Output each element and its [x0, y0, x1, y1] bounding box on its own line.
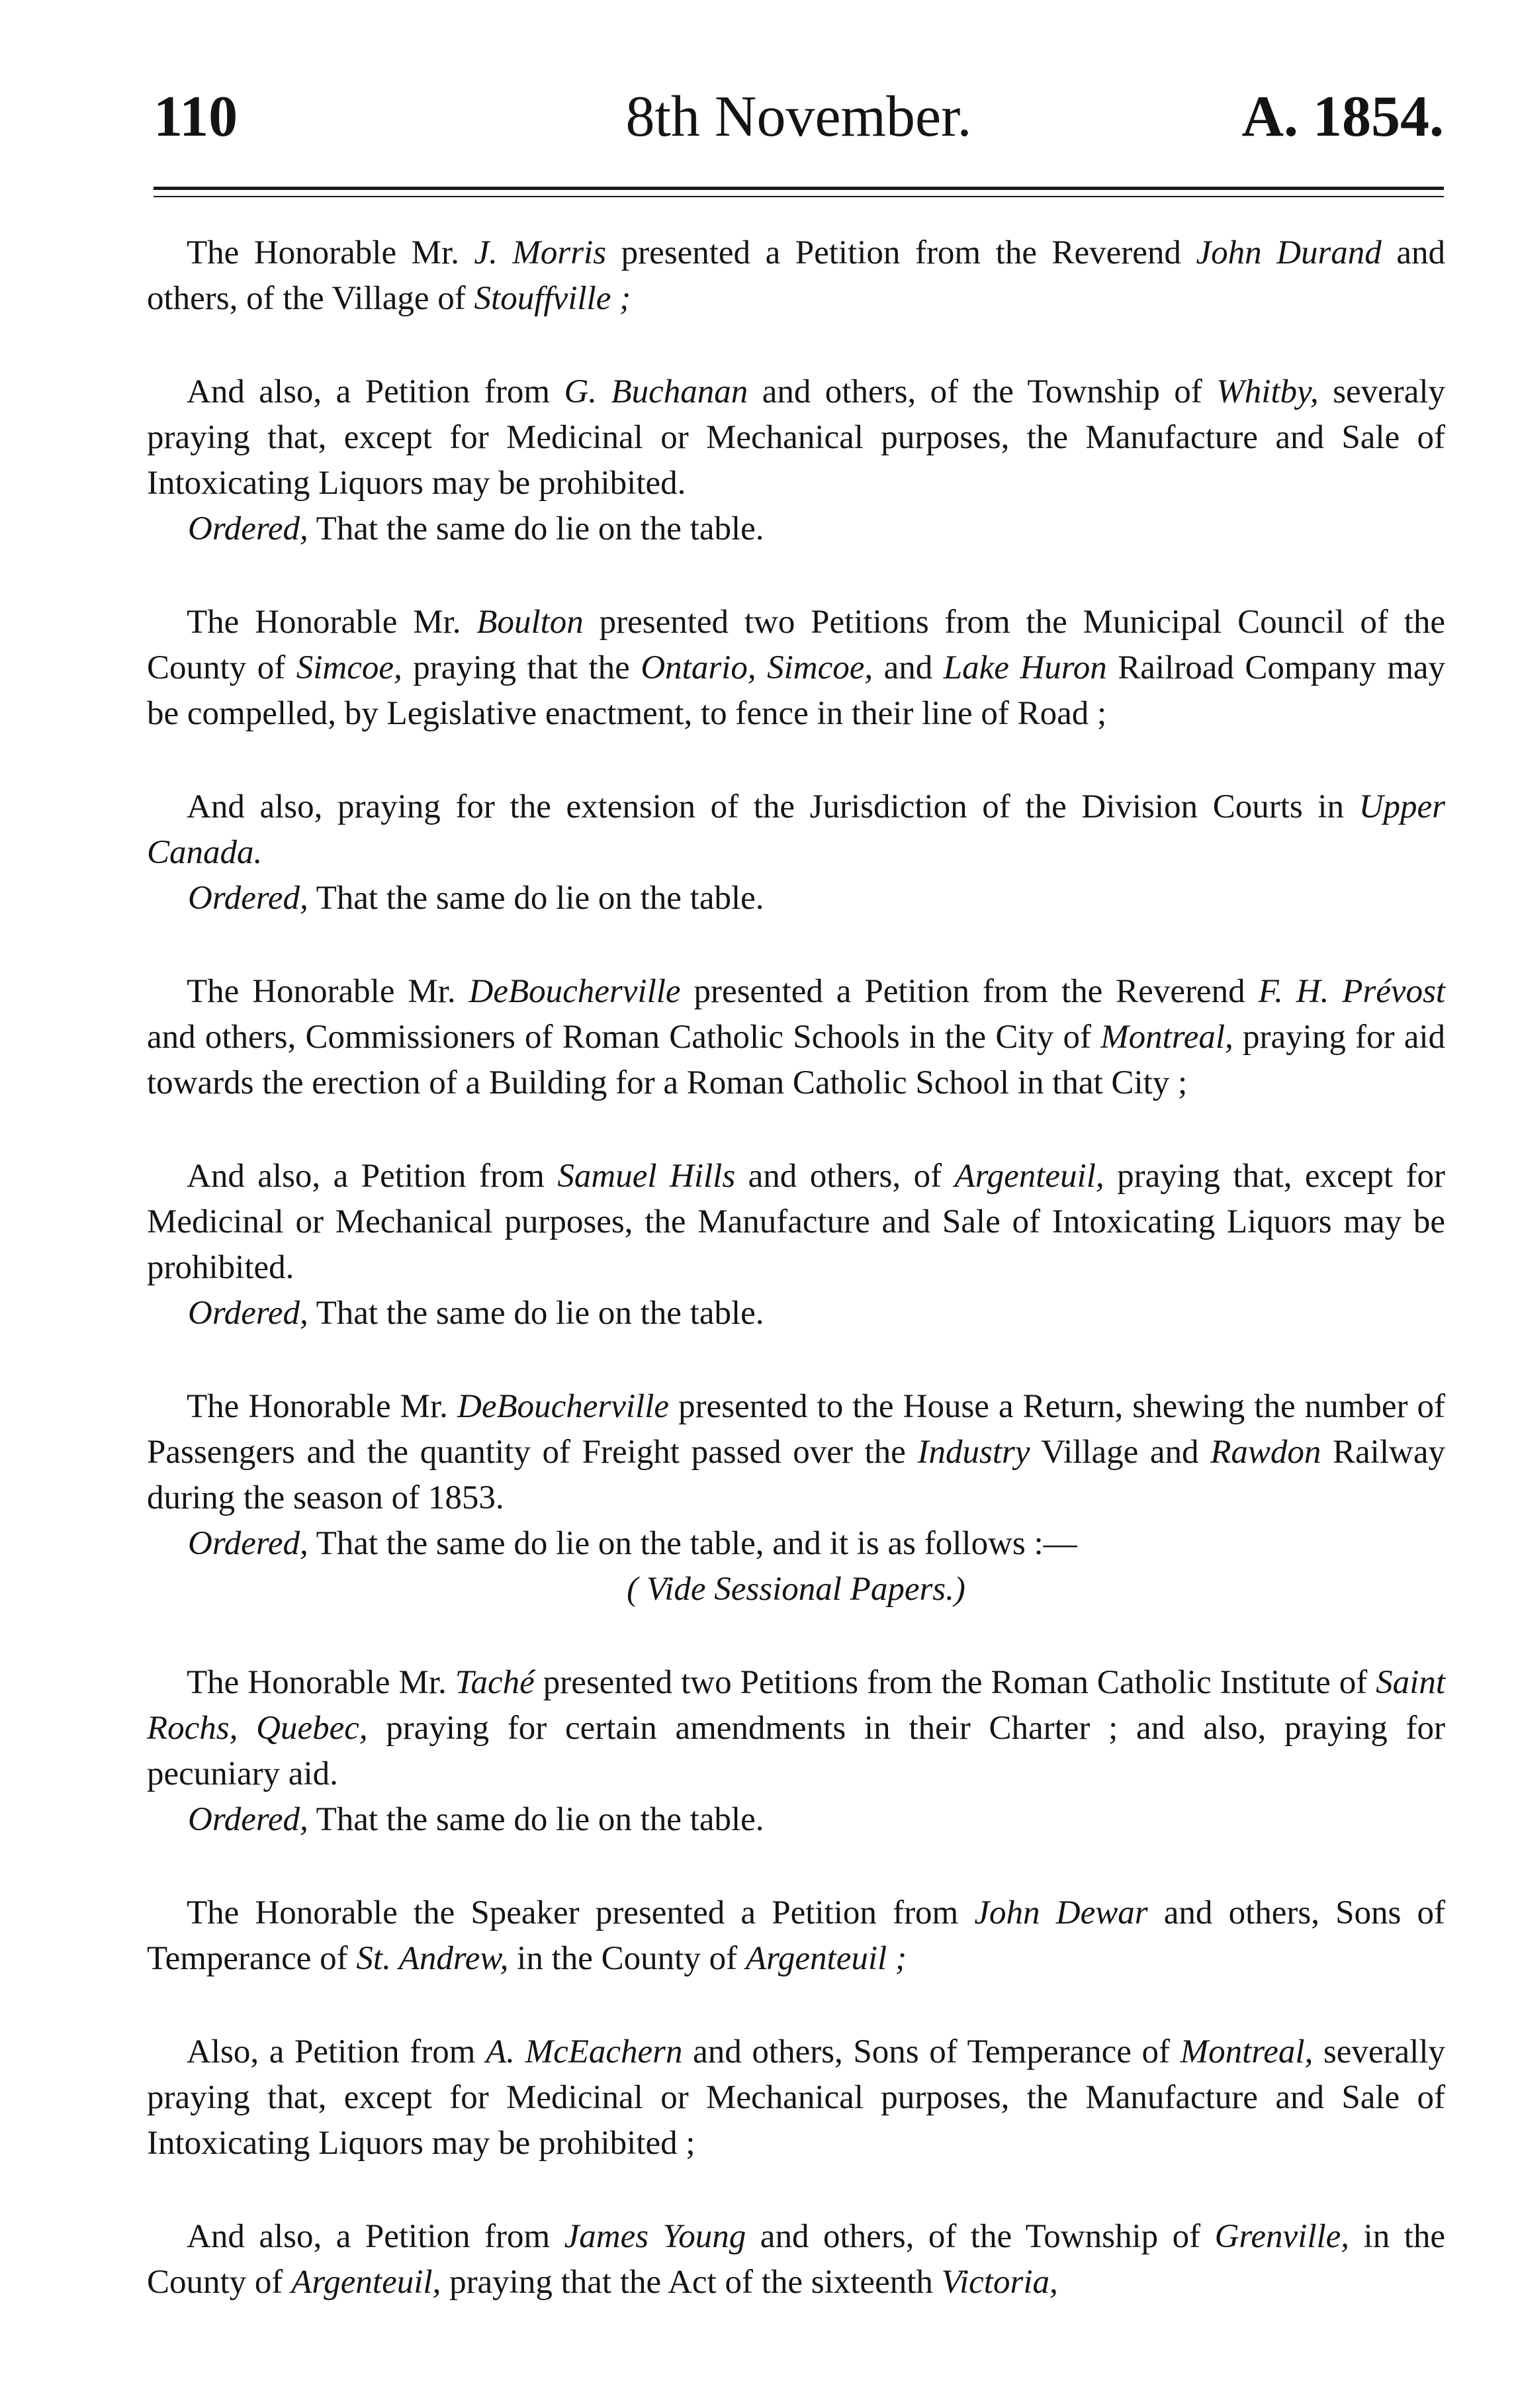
- vide-sessional-papers: ( Vide Sessional Papers.): [627, 1571, 965, 1608]
- paragraph: Also, a Petition from A. McEachern and others, Sons of Temperance of Montreal, severally praying that, except for Medicinal or Mechanical purposes, the Manufacture and Sale of Intoxicating Liquors may be prohibited ;: [147, 2033, 1445, 2162]
- paragraph: The Honorable Mr. Boulton presented two Petitions from the Municipal Council of the County of Simcoe, praying that the Ontario, Simcoe, and Lake Huron Railroad Company may be compelled, by Legislative enactment, to fence in their line of Road ;: [147, 604, 1445, 732]
- header-rule-thick: [154, 187, 1444, 190]
- paragraph: And also, a Petition from G. Buchanan and others, of the Township of Whitby, severaly praying that, except for Medicinal or Mechanical purposes, the Manufacture and Sale of Intoxicating Liquors may be prohibited.: [147, 373, 1445, 502]
- header-date: 8th November.: [625, 85, 972, 149]
- order-line: Ordered, That the same do lie on the table.: [188, 510, 764, 547]
- order-line: Ordered, That the same do lie on the table.: [188, 1295, 764, 1332]
- paragraph: The Honorable Mr. Taché presented two Petitions from the Roman Catholic Institute of Saint Rochs, Quebec, praying for certain amendments in their Charter ; and also, praying for pecuniary aid.: [147, 1664, 1446, 1792]
- page-header: [154, 81, 1444, 154]
- journal-body: [147, 230, 1445, 2305]
- page-number: 110: [154, 85, 238, 149]
- header-rule-thin: [154, 196, 1444, 197]
- paragraph: And also, a Petition from James Young and others, of the Township of Grenville, in the County of Argenteuil, praying that the Act of the sixteenth Victoria,: [147, 2218, 1446, 2301]
- paragraph: The Honorable Mr. J. Morris presented a Petition from the Reverend John Durand and others, of the Village of Stouffville ;: [147, 234, 1445, 317]
- header-year: A. 1854.: [1241, 85, 1444, 149]
- paragraph: And also, a Petition from Samuel Hills and others, of Argenteuil, praying that, except for Medicinal or Mechanical purposes, the Manufacture and Sale of Intoxicating Liquors may be prohibited.: [147, 1158, 1445, 1286]
- paragraph: The Honorable Mr. DeBoucherville presented to the House a Return, shewing the number of Passengers and the quantity of Freight passed over the Industry Village and Rawdon Railway during the season of 1853.: [147, 1388, 1446, 1516]
- paragraph: The Honorable Mr. DeBoucherville presented a Petition from the Reverend F. H. Prévost and others, Commissioners of Roman Catholic Schools in the City of Montreal, praying for aid towards the erection of a Building for a Roman Catholic School in that City ;: [147, 973, 1446, 1101]
- paragraph: And also, praying for the extension of the Jurisdiction of the Division Courts in Upper Canada.: [147, 788, 1445, 871]
- order-line: Ordered, That the same do lie on the table, and it is as follows :—: [188, 1525, 1077, 1562]
- paragraph: The Honorable the Speaker presented a Petition from John Dewar and others, Sons of Temperance of St. Andrew, in the County of Argenteuil ;: [147, 1894, 1446, 1977]
- order-line: Ordered, That the same do lie on the table.: [188, 1801, 764, 1838]
- order-line: Ordered, That the same do lie on the table.: [188, 880, 764, 917]
